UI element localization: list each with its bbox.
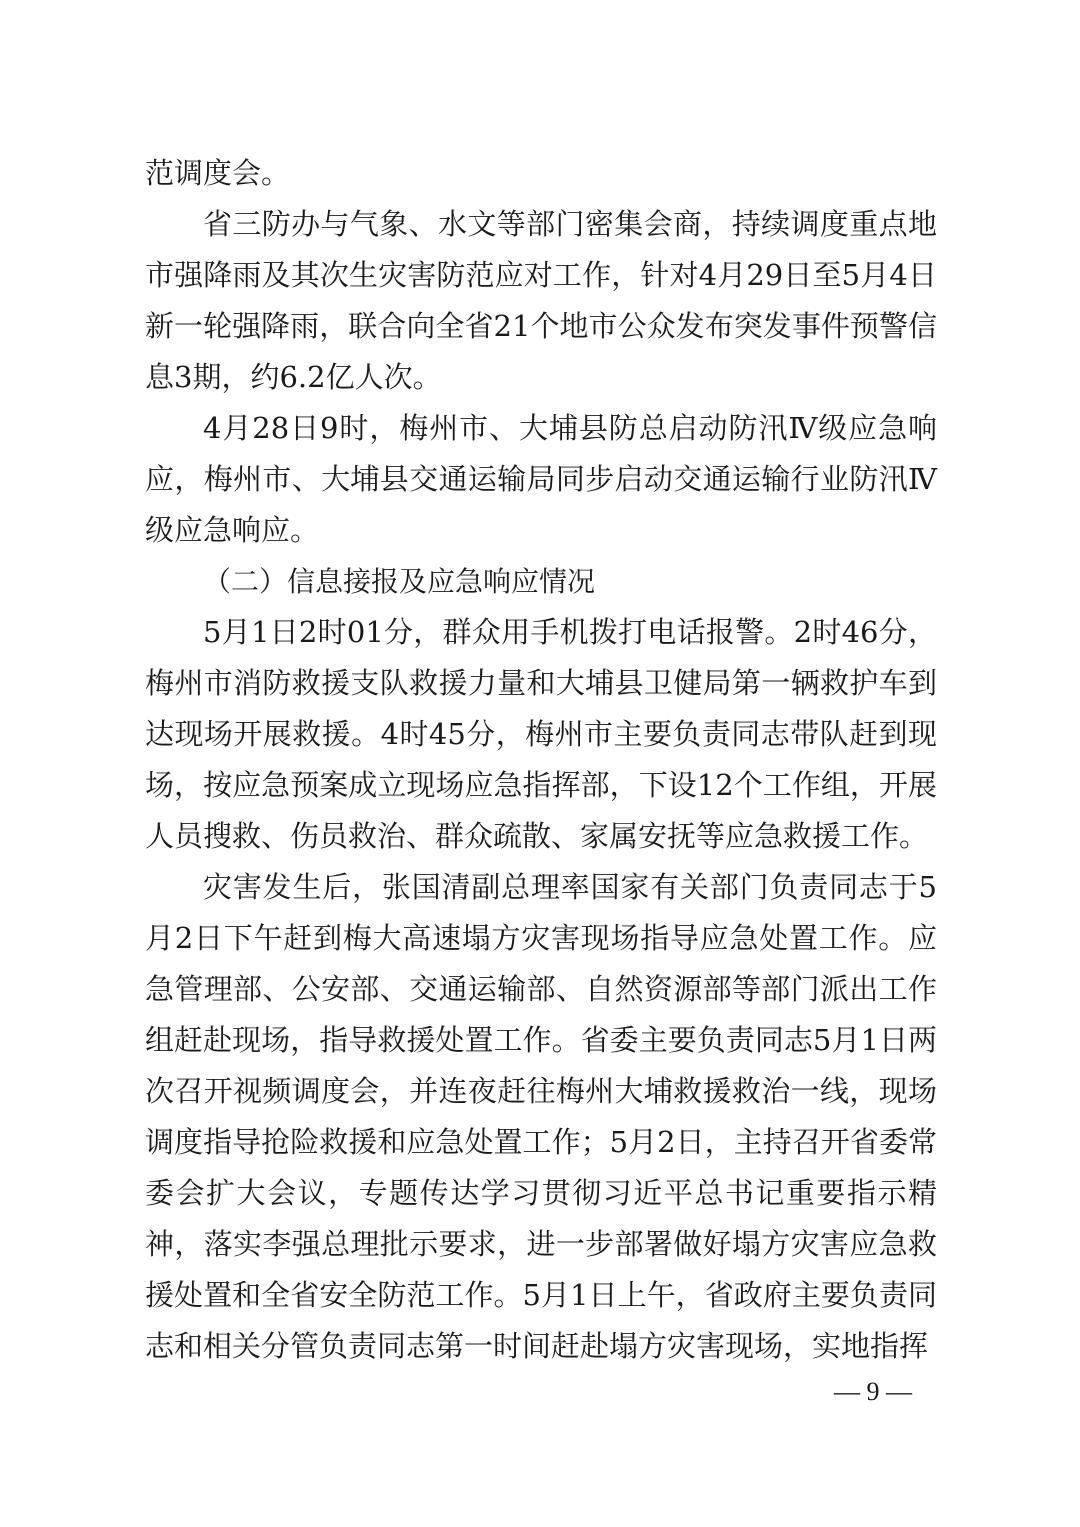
document-page xyxy=(145,148,937,1372)
paragraph-flood-warning: 省三防办与气象、水文等部门密集会商，持续调度重点地市强降雨及其次生灾害防范应对工作，针对4月29日至5月4日新一轮强降雨，联合向全省21个地市公众发布突发事件预警信息3期，约6.2亿人次。 xyxy=(145,207,937,394)
paragraph-emergency-response-level: 4月28日9时，梅州市、大埔县防总启动防汛Ⅳ级应急响应，梅州市、大埔县交通运输局同步启动交通运输行业防汛Ⅳ级应急响应。 xyxy=(145,411,937,547)
paragraph-continuation: 范调度会。 xyxy=(145,156,291,190)
paragraph-incident-report: 5月1日2时01分，群众用手机拨打电话报警。2时46分，梅州市消防救援支队救援力量和大埔县卫健局第一辆救护车到达现场开展救援。4时45分，梅州市主要负责同志带队赶到现场，按应急预案成立现场应急指挥部，下设12个工作组，开展人员搜救、伤员救治、群众疏散、家属安抚等应急救援工作。 xyxy=(145,615,937,853)
paragraph-leadership-response: 灾害发生后，张国清副总理率国家有关部门负责同志于5月2日下午赶到梅大高速塌方灾害现场指导应急处置工作。应急管理部、公安部、交通运输部、自然资源部等部门派出工作组赶赴现场，指导救援处置工作。省委主要负责同志5月1日两次召开视频调度会，并连夜赶往梅州大埔救援救治一线，现场调度指导抢险救援和应急处置工作；5月2日，主持召开省委常委会扩大会议，专题传达学习贯彻习近平总书记重要指示精神，落实李强总理批示要求，进一步部署做好塌方灾害应急救援处置和全省安全防范工作。5月1日上午，省政府主要负责同志和相关分管负责同志第一时间赶赴塌方灾害现场，实地指挥 xyxy=(145,870,937,1363)
section-heading: （二）信息接报及应急响应情况 xyxy=(203,565,596,598)
page-number: — 9 — xyxy=(834,1377,912,1406)
